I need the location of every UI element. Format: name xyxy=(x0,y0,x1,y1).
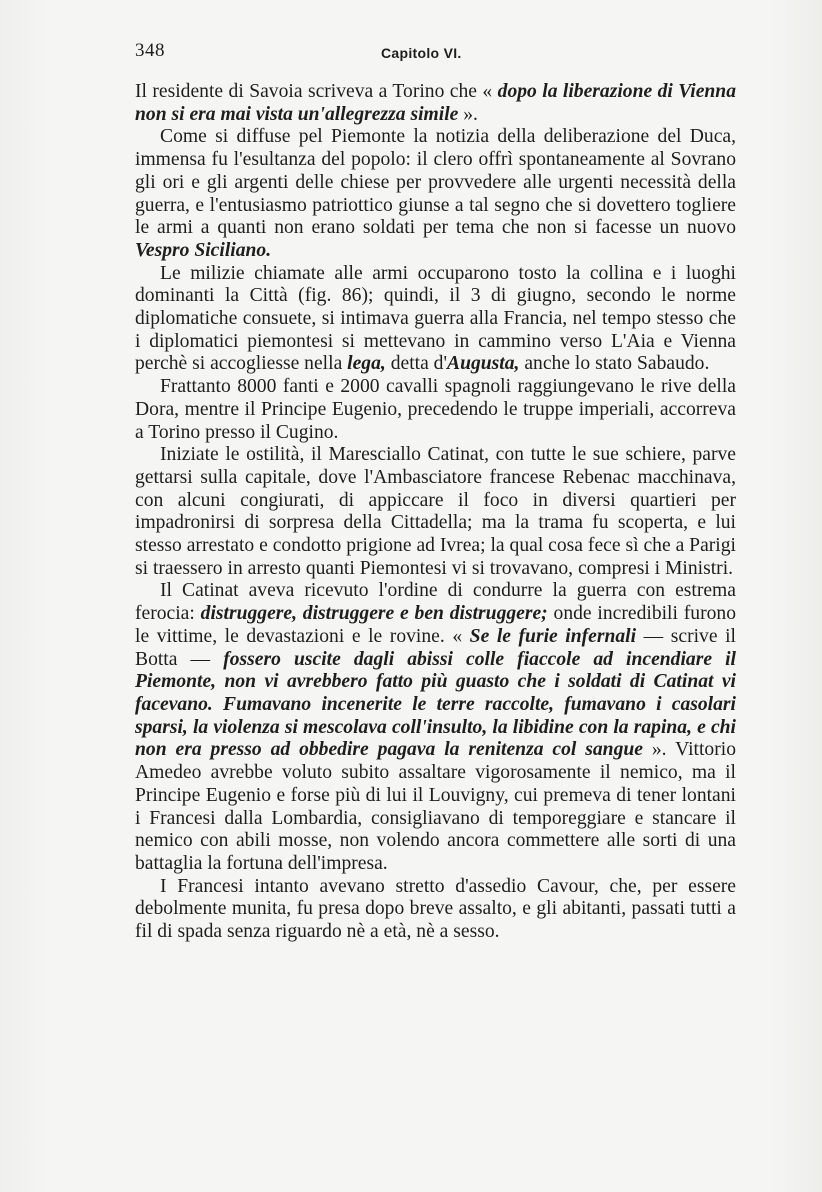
paragraph xyxy=(135,263,736,377)
italic-text: Vespro Siciliano. xyxy=(135,239,272,261)
text-run: anche lo stato Sabaudo. xyxy=(519,353,710,375)
paragraph xyxy=(135,126,736,262)
text-run: Le milizie chiamate alle armi occuparono tosto la collina e i luoghi dominanti la Città (fig. 86); quindi, il 3 di giugno, secondo le norme diplomatiche consuete, si intimava guerra alla Francia, nel tempo stesso che i diplomatici piemontesi si mettevano in cammino verso L'Aia e Vienna perchè si accogliesse nella xyxy=(135,262,736,375)
text-run: Il Catinat aveva ricevuto l'ordine di condurre la guerra con estrema ferocia: xyxy=(135,580,736,625)
text-run: Il residente di Savoia scriveva a Torino che « xyxy=(135,81,498,102)
paragraph xyxy=(135,444,736,580)
italic-text: distruggere, distruggere e ben distruggere; xyxy=(200,603,548,625)
running-head: Capitolo VI. xyxy=(381,45,462,61)
italic-text: Augusta, xyxy=(447,353,520,375)
paragraph xyxy=(135,81,736,126)
italic-text: Se le furie infernali xyxy=(469,625,637,647)
page-number: 348 xyxy=(135,40,165,61)
paragraph xyxy=(135,376,736,444)
text-run: onde incredibili furono le vittime, le devastazioni e le rovine. « xyxy=(135,603,736,647)
paragraph xyxy=(135,876,736,944)
text-run: I Francesi intanto avevano stretto d'assedio Cavour, che, per essere debolmente munita, fu presa dopo breve assalto, e gli abitanti, passati tutti a fil di spada senza riguardo nè a età, nè a sesso. xyxy=(135,875,736,943)
body-text xyxy=(135,81,736,944)
italic-text: dopo la liberazione di Vienna non si era mai vista un'allegrezza simile xyxy=(135,81,736,125)
text-run: — scrive il Botta — xyxy=(135,625,736,670)
text-run: ». xyxy=(458,103,478,125)
page-header xyxy=(135,40,735,68)
text-run: detta d' xyxy=(385,353,448,375)
text-run: ». Vittorio Amedeo avrebbe voluto subito assaltare vigorosamente il nemico, ma il Principe Eugenio e forse più di lui il Louvigny, cui premeva di tener lontani i Francesi dalla Lombardia, consigliavano di temporeggiare e stancare il nemico con abili mosse, non volendo ancora commettere alle sorti di una battaglia la fortuna dell'impresa. xyxy=(135,739,736,874)
italic-text: lega, xyxy=(347,353,386,375)
text-run: Frattanto 8000 fanti e 2000 cavalli spagnoli raggiungevano le rive della Dora, mentre il Principe Eugenio, precedendo le truppe imperiali, accorreva a Torino presso il Cugino. xyxy=(135,376,736,443)
paragraph xyxy=(135,580,736,875)
italic-text: fossero uscite dagli abissi colle fiaccole ad incendiare il Piemonte, non vi avrebbero fatto più guasto che i soldati di Catinat vi facevano. Fumavano incenerite le terre raccolte, fumavano i casolari sparsi, la violenza si mescolava coll'insulto, la libidine con la rapina, e chi non era presso ad obbedire pagava la renitenza col sangue xyxy=(135,648,736,761)
text-run: Iniziate le ostilità, il Maresciallo Catinat, con tutte le sue schiere, parve gettarsi sulla capitale, dove l'Ambasciatore francese Rebenac macchinava, con alcuni congiurati, di appiccare il foco in diversi quartieri per impadronirsi di sorpresa della Cittadella; ma la trama fu scoperta, e lui stesso arrestato e condotto prigione ad Ivrea; la qual cosa fece sì che a Parigi si traessero in arresto quanti Piemontesi vi si trovavano, compresi i Ministri. xyxy=(135,444,736,579)
text-run: Come si diffuse pel Piemonte la notizia della deliberazione del Duca, immensa fu l'esultanza del popolo: il clero offrì spontaneamente al Sovrano gli ori e gli argenti delle chiese per provvedere alle urgenti necessità della guerra, e l'entusiasmo patriottico giunse a tal segno che si dovettero togliere le armi a quanti non erano soldati per tema che non si facesse un nuovo xyxy=(135,126,736,239)
